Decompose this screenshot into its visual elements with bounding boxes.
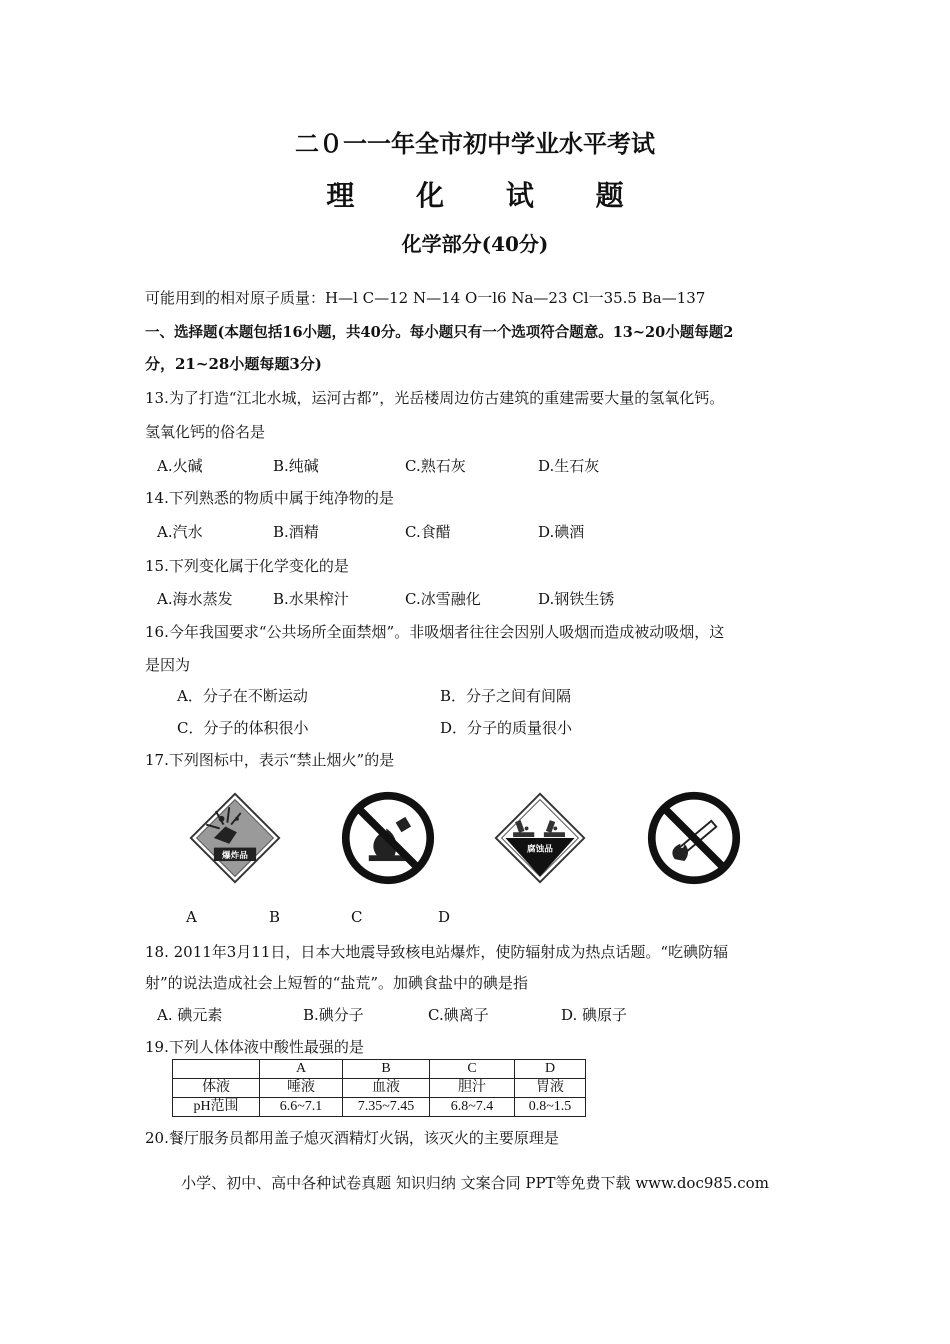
q15-option-c: C.冰雪融化 (405, 590, 481, 608)
q20-stem: 20.餐厅服务员都用盖子熄灭酒精灯火锅，该灭火的主要原理是 (145, 1129, 559, 1147)
table-cell: 胃液 (515, 1079, 586, 1098)
q16-stem-cont: 是因为 (145, 656, 191, 674)
q18-stem-cont: 射”的说法造成社会上短暂的“盐荒”。加碘食盐中的碘是指 (145, 974, 529, 992)
q18-option-d: D. 碘原子 (561, 1006, 628, 1024)
no-smoking-sign-icon (646, 790, 742, 886)
q13-stem: 13.为了打造“江北水城，运河古都”，光岳楼周边仿古建筑的重建需要大量的氢氧化钙。 (145, 389, 725, 407)
atomic-masses: 可能用到的相对原子质量：H—l C—12 N—14 O一l6 Na—23 Cl一35.5 Ba—137 (145, 289, 706, 307)
q18-stem: 18. 2011年3月11日，日本大地震导致核电站爆炸，使防辐射成为热点话题。“吃碘防辐 (145, 943, 729, 961)
q17-option-b: B (269, 908, 281, 926)
table-cell: C (430, 1060, 515, 1079)
q17-option-d: D (438, 908, 451, 926)
q15-stem: 15.下列变化属于化学变化的是 (145, 557, 349, 575)
table-cell: 胆汁 (430, 1079, 515, 1098)
q13-option-d: D.生石灰 (538, 457, 600, 475)
table-cell: 体液 (173, 1079, 260, 1098)
q18-option-c: C.碘离子 (428, 1006, 489, 1024)
q16-option-c: C．分子的体积很小 (177, 719, 309, 737)
q13-option-c: C.熟石灰 (405, 457, 466, 475)
q15-option-b: B.水果榨汁 (273, 590, 349, 608)
q16-stem: 16.今年我国要求“公共场所全面禁烟”。非吸烟者往往会因别人吸烟而造成被动吸烟，这 (145, 623, 725, 641)
table-cell: 6.6~7.1 (260, 1098, 343, 1117)
q14-option-c: C.食醋 (405, 523, 451, 541)
part1-instructions: 一、选择题(本题包括16小题，共40分。每小题只有一个选项符合题意。13~20小题每题2 (145, 324, 734, 341)
q19-stem: 19.下列人体体液中酸性最强的是 (145, 1038, 364, 1056)
ph-table (172, 1059, 586, 1117)
table-cell: A (260, 1060, 343, 1079)
q13-stem-cont: 氢氧化钙的俗名是 (145, 423, 266, 441)
table-header-row (173, 1060, 586, 1079)
q17-option-c: C (351, 908, 363, 926)
q18-option-a: A. 碘元素 (157, 1006, 223, 1024)
q17-option-a: A (186, 908, 197, 926)
corrosive-sign-icon (492, 790, 588, 886)
table-cell: 6.8~7.4 (430, 1098, 515, 1117)
explosive-sign-icon (187, 790, 283, 886)
table-cell: 血液 (343, 1079, 430, 1098)
q15-option-d: D.钢铁生锈 (538, 590, 615, 608)
q18-option-b: B.碘分子 (303, 1006, 364, 1024)
page-footer: 小学、初中、高中各种试卷真题 知识归纳 文案合同 PPT等免费下载 www.doc985.com (181, 1174, 769, 1192)
table-cell: 7.35~7.45 (343, 1098, 430, 1117)
no-fire-sign-icon (340, 790, 436, 886)
exam-title: 二０一一年全市初中学业水平考试 (295, 129, 655, 158)
q14-option-a: A.汽水 (157, 523, 203, 541)
table-cell (173, 1060, 260, 1079)
section-title: 化学部分(40分) (401, 232, 549, 256)
table-cell: 0.8~1.5 (515, 1098, 586, 1117)
q16-option-b: B．分子之间有间隔 (440, 687, 572, 705)
table-cell: pH范围 (173, 1098, 260, 1117)
q13-option-a: A.火碱 (157, 457, 203, 475)
q14-option-d: D.碘酒 (538, 523, 585, 541)
q14-option-b: B.酒精 (273, 523, 319, 541)
table-row (173, 1098, 586, 1117)
table-cell: B (343, 1060, 430, 1079)
table-cell: D (515, 1060, 586, 1079)
q15-option-a: A.海水蒸发 (157, 590, 233, 608)
q16-option-d: D．分子的质量很小 (440, 719, 573, 737)
corrosive-label: 腐蚀品 (527, 844, 553, 855)
q14-stem: 14.下列熟悉的物质中属于纯净物的是 (145, 489, 394, 507)
exam-subtitle: 理 化 试 题 (326, 179, 650, 212)
explosive-label: 爆炸品 (222, 851, 248, 862)
table-row (173, 1079, 586, 1098)
q17-stem: 17.下列图标中，表示“禁止烟火”的是 (145, 751, 395, 769)
q16-option-a: A．分子在不断运动 (177, 687, 308, 705)
q13-option-b: B.纯碱 (273, 457, 319, 475)
table-cell: 唾液 (260, 1079, 343, 1098)
part1-instructions-cont: 分，21~28小题每题3分) (145, 355, 322, 373)
